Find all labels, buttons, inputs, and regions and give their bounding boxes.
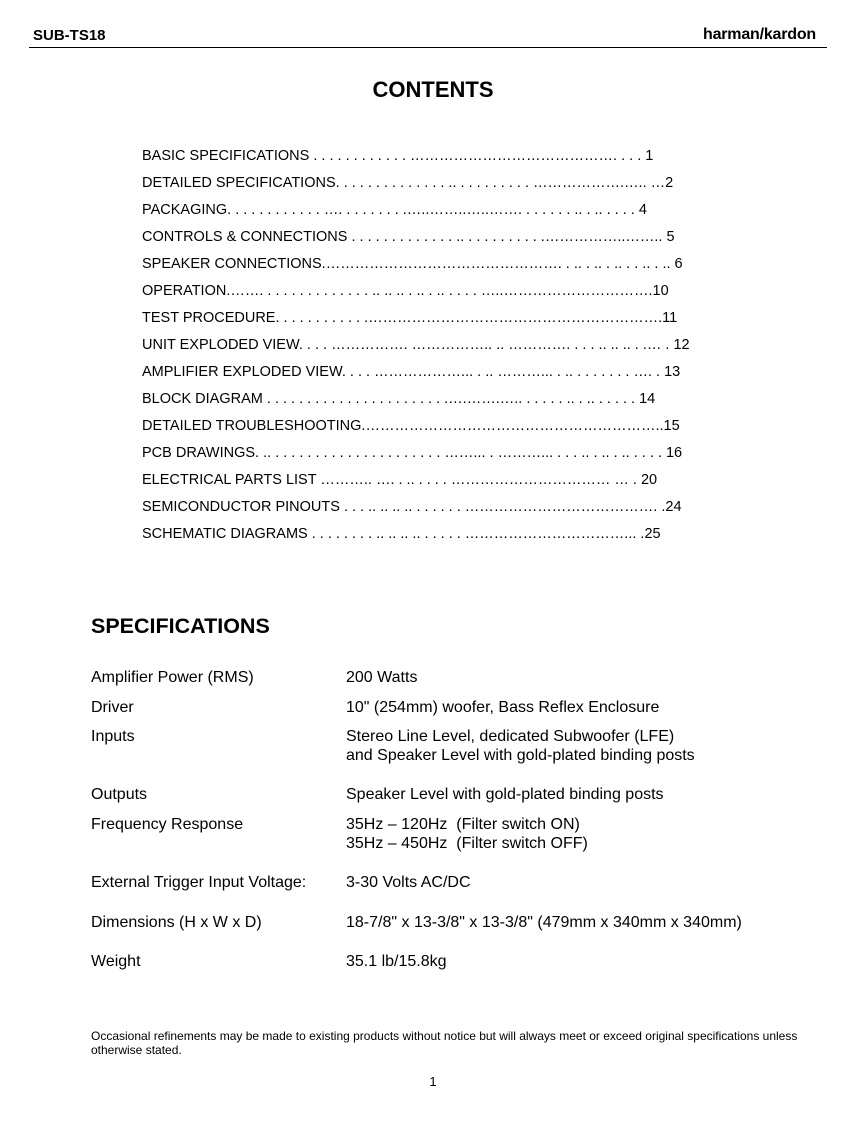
spec-label: Weight bbox=[91, 953, 141, 970]
spec-label: External Trigger Input Voltage: bbox=[91, 874, 307, 891]
toc-entry: DETAILED SPECIFICATIONS. . . . . . . . . . . . . . .. . . . . . . . . . ……………….….. …2 bbox=[142, 175, 674, 191]
spec-label: Inputs bbox=[91, 728, 135, 745]
toc-entry: SPEAKER CONNECTIONS.…………………………………………. . .. . .. . .. . . .. . .. 6 bbox=[142, 256, 683, 272]
brand-logo: harman/kardon bbox=[703, 26, 816, 43]
toc-entry: CONTROLS & CONNECTIONS . . . . . . . . . . . . . .. . . . . . . . . . .……………..…….. 5 bbox=[142, 229, 675, 245]
toc-entry: DETAILED TROUBLESHOOTING.……………………………………………………..15 bbox=[142, 418, 680, 434]
toc-entry: BASIC SPECIFICATIONS . . . . . . . . . . . . ……………………………………. . . . 1 bbox=[142, 148, 654, 164]
model-name: SUB-TS18 bbox=[33, 27, 106, 44]
toc-entry: SEMICONDUCTOR PINOUTS . . . .. .. .. .. . . . . . . …………………………………. .24 bbox=[142, 499, 682, 515]
spec-value: Stereo Line Level, dedicated Subwoofer (LFE) and Speaker Level with gold-plated binding posts bbox=[346, 728, 695, 764]
spec-value: Speaker Level with gold-plated binding posts bbox=[346, 786, 664, 803]
spec-value: 3-30 Volts AC/DC bbox=[346, 874, 471, 891]
spec-value: 10" (254mm) woofer, Bass Reflex Enclosure bbox=[346, 699, 660, 716]
table-of-contents bbox=[142, 147, 698, 552]
toc-entry: PCB DRAWINGS. .. . . . . . . . . . . . . . . . . . . . . . ……... . ………... . . . .. . .. . .. . . . . 16 bbox=[142, 445, 683, 461]
toc-entry: OPERATION.……. . . . . . . . . . . . . . .. .. .. . .. . .. . . . . …..………………………….10 bbox=[142, 283, 669, 299]
toc-entry: UNIT EXPLODED VIEW. . . . ……………. …………….. .. …………. . . . .. .. .. . .… . 12 bbox=[142, 337, 690, 353]
toc-entry: BLOCK DIAGRAM . . . . . . . . . . . . . . . . . . . . . . .….…….….. . . . . . .. . .. . . . . . 14 bbox=[142, 391, 656, 407]
spec-value: 35.1 lb/15.8kg bbox=[346, 953, 447, 970]
spec-label: Amplifier Power (RMS) bbox=[91, 669, 254, 686]
toc-entry: PACKAGING. . . . . . . . . . . . …. . . . . . . . .…..……..…..……. . . . . . . .. . .. . . . . 4 bbox=[142, 202, 647, 218]
toc-entry: SCHEMATIC DIAGRAMS . . . . . . . . .. .. .. .. . . . . . ……………………………... .25 bbox=[142, 526, 661, 542]
disclaimer-note: Occasional refinements may be made to existing products without notice but will always meet or exceed original specifications unless otherwise stated. bbox=[91, 1029, 798, 1057]
spec-value: 200 Watts bbox=[346, 669, 418, 686]
toc-entry: ELECTRICAL PARTS LIST ……….. …. . .. . . . . …………………………… … . 20 bbox=[142, 472, 658, 488]
spec-label: Dimensions (H x W x D) bbox=[91, 914, 262, 931]
spec-label: Driver bbox=[91, 699, 134, 716]
spec-value: 35Hz – 120Hz (Filter switch ON) 35Hz – 450Hz (Filter switch OFF) bbox=[346, 816, 588, 852]
toc-entry: AMPLIFIER EXPLODED VIEW. . . . ………………... . .. ………... . .. . . . . . . . …. . 13 bbox=[142, 364, 681, 380]
spec-label: Frequency Response bbox=[91, 816, 244, 833]
header-divider bbox=[29, 47, 827, 48]
spec-label: Outputs bbox=[91, 786, 148, 803]
toc-entry: TEST PROCEDURE. . . . . . . . . . . .…………………………………………………….11 bbox=[142, 310, 678, 326]
spec-value: 18-7/8" x 13-3/8" x 13-3/8" (479mm x 340mm x 340mm) bbox=[346, 914, 742, 931]
specifications-heading: SPECIFICATIONS bbox=[91, 614, 270, 638]
contents-heading: CONTENTS bbox=[372, 77, 494, 102]
page-number: 1 bbox=[429, 1074, 437, 1089]
